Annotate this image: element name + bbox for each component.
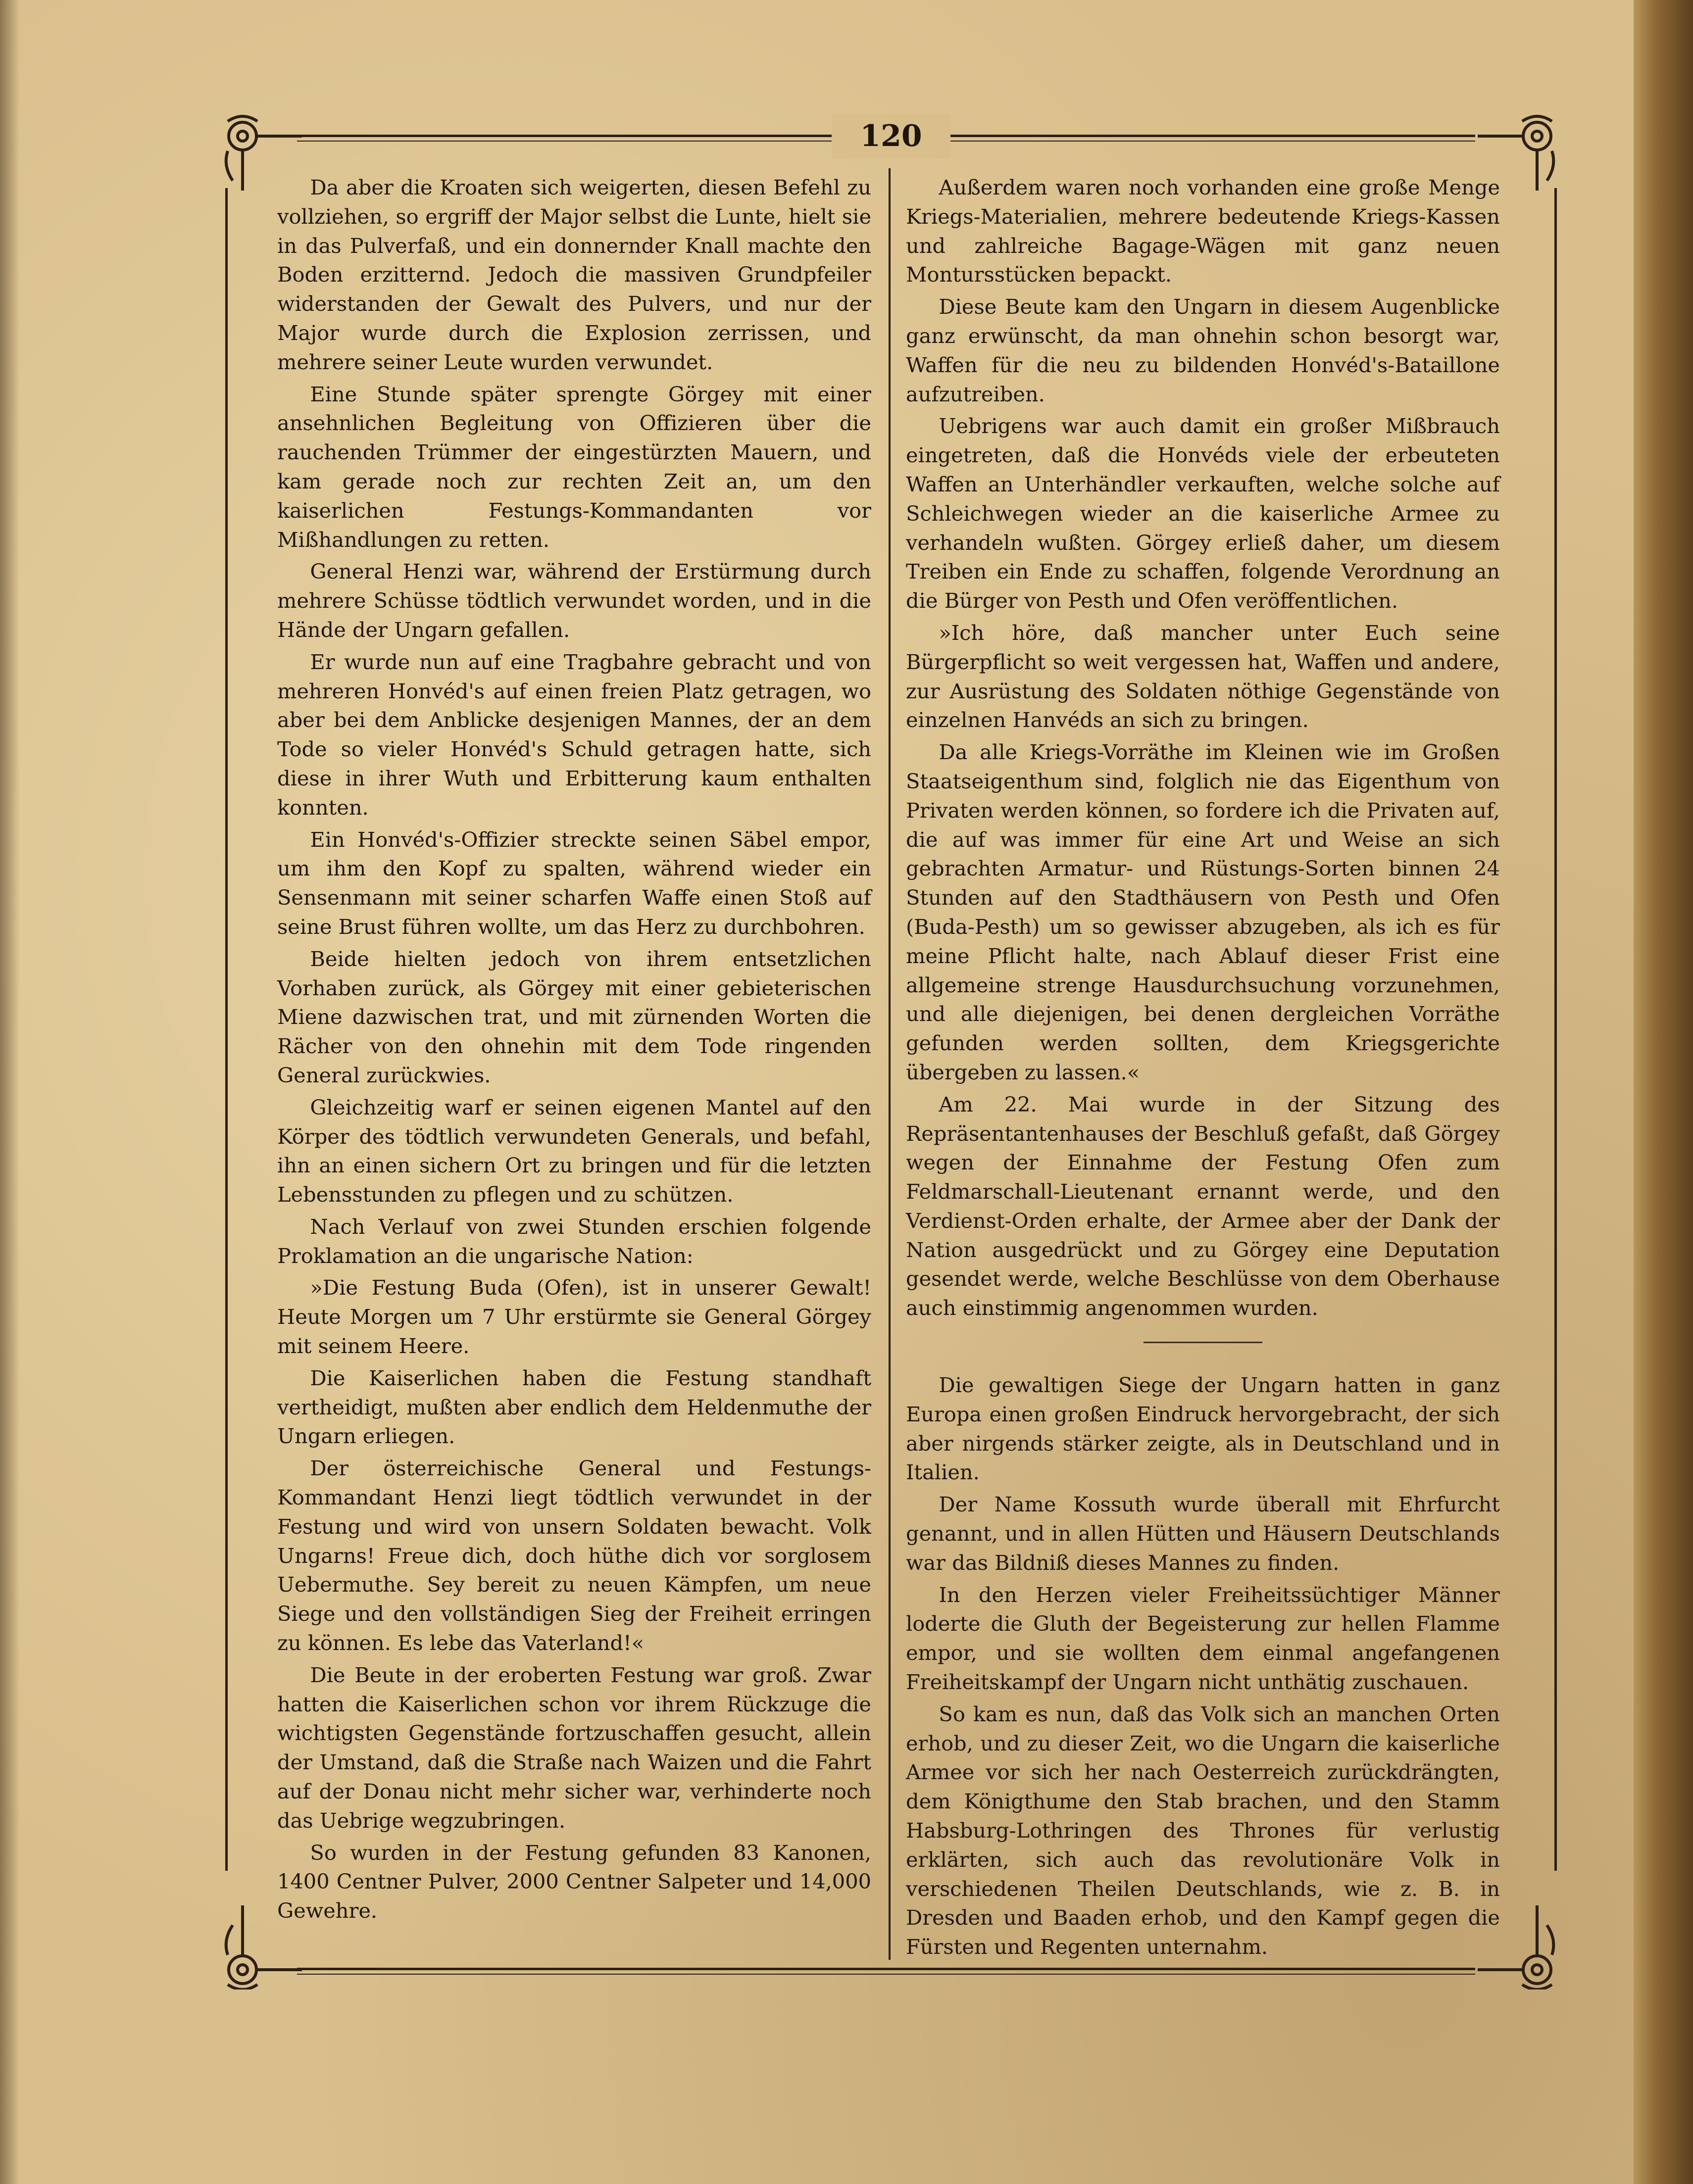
paragraph: Die gewaltigen Siege der Ungarn hatten in ganz Europa einen großen Eindruck hervorgebracht, der sich aber nirgends stärker zeigte, als in Deutschland und in Italien. bbox=[906, 1373, 1500, 1485]
top-rule bbox=[297, 135, 832, 137]
top-rule-right-thin bbox=[950, 141, 1475, 142]
paragraph: Die Beute in der eroberten Festung war groß. Zwar hatten die Kaiserlichen schon vor ihrem Rückzuge die wichtigsten Gegenstände fortzuschaffen gesucht, allein der Umstand, daß die Straße nach Waizen und die Fahrt auf der Donau nicht mehr sicher war, verhinderte noch das Uebrige wegzubringen. bbox=[277, 1662, 871, 1833]
right-column bbox=[906, 173, 1500, 1965]
paragraph: Uebrigens war auch damit ein großer Mißbrauch eingetreten, daß die Honvéds viele der erbeuteten Waffen an Unterhändler verkauften, welche solche auf Schleichwegen wieder an die kaiserliche Armee zu verhandeln wußten. Görgey erließ daher, um diesem Treiben ein Ende zu schaffen, folgende Verordnung an die Bürger von Pesth und Ofen veröffentlichen. bbox=[906, 414, 1500, 613]
paragraph: Eine Stunde später sprengte Görgey mit einer ansehnlichen Begleitung von Offizieren über die rauchenden Trümmer der eingestürzten Mauern, und kam gerade noch zur rechten Zeit an, um den kaiserlichen Festungs-Kommandanten vor Mißhandlungen zu retten. bbox=[277, 382, 871, 552]
paragraph: Der österreichische General und Festungs-Kommandant Henzi liegt tödtlich verwundet in der Festung und wird von unsern Soldaten bewacht. Volk Ungarns! Freue dich, doch hüthe dich vor sorglosem Uebermuthe. Sey bereit zu neuen Kämpfen, um neue Siege und den vollständigen Sieg der Freiheit erringen zu können. Es lebe das Vaterland!« bbox=[277, 1456, 871, 1655]
paragraph: Er wurde nun auf eine Tragbahre gebracht und von mehreren Honvéd's auf einen freien Platz getragen, wo aber bei dem Anblicke desjenigen Mannes, der an dem Tode so vieler Honvéd's Schuld getragen hatte, sich diese in ihrer Wuth und Erbitterung kaum enthalten konnten. bbox=[277, 649, 871, 820]
paragraph: Die Kaiserlichen haben die Festung standhaft vertheidigt, mußten aber endlich dem Heldenmuthe der Ungarn erliegen. bbox=[277, 1365, 871, 1449]
right-border bbox=[1554, 188, 1557, 1871]
section-divider bbox=[1144, 1342, 1262, 1343]
paragraph: Da alle Kriegs-Vorräthe im Kleinen wie im Großen Staatseigenthum sind, folglich nie das Eigenthum von Privaten werden können, so fordere ich die Privaten auf, die auf was immer für eine Art und Weise an sich gebrachten Armatur- und Rüstungs-Sorten binnen 24 Stunden auf den Stadthäusern von Pesth und Ofen (Buda-Pesth) um so gewisser abzugeben, als ich es für meine Pflicht halte, nach Ablauf dieser Frist eine allgemeine strenge Hausdurchsuchung vorzunehmen, und alle diejenigen, bei denen dergleichen Vorräthe gefunden werden sollten, dem Kriegsgerichte übergeben zu lassen.« bbox=[906, 740, 1500, 1084]
bottom-rule bbox=[297, 1968, 1475, 1970]
paragraph: Diese Beute kam den Ungarn in diesem Augenblicke ganz erwünscht, da man ohnehin schon besorgt war, Waffen für die neu zu bildenden Honvéd's-Bataillone aufzutreiben. bbox=[906, 294, 1500, 406]
paragraph: General Henzi war, während der Erstürmung durch mehrere Schüsse tödtlich verwundet worden, und in die Hände der Ungarn gefallen. bbox=[277, 559, 871, 642]
paragraph: Am 22. Mai wurde in der Sitzung des Repräsentantenhauses der Beschluß gefaßt, daß Görgey wegen der Einnahme der Festung Ofen zum Feldmarschall-Lieutenant ernannt werde, und den Verdienst-Orden erhalte, der Armee aber der Dank der Nation ausgedrückt und zu Görgey eine Deputation gesendet werde, welche Beschlüsse von dem Oberhause auch einstimmig angenommen wurden. bbox=[906, 1092, 1500, 1320]
paragraph: In den Herzen vieler Freiheitssüchtiger Männer loderte die Gluth der Begeisterung zur hellen Flamme empor, und sie wollten dem einmal angefangenen Freiheitskampf der Ungarn nicht unthätig zuschauen. bbox=[906, 1582, 1500, 1695]
paragraph: »Ich höre, daß mancher unter Euch seine Bürgerpflicht so weit vergessen hat, Waffen und andere, zur Ausrüstung des Soldaten nöthige Gegenstände von einzelnen Hanvéds an sich zu bringen. bbox=[906, 620, 1500, 732]
paragraph: »Die Festung Buda (Ofen), ist in unserer Gewalt! Heute Morgen um 7 Uhr erstürmte sie General Görgey mit seinem Heere. bbox=[277, 1275, 871, 1359]
top-rule-right bbox=[950, 135, 1475, 137]
paragraph: Gleichzeitig warf er seinen eigenen Mantel auf den Körper des tödtlich verwundeten Generals, und befahl, ihn an einen sichern Ort zu bringen und für die letzten Lebensstunden zu pflegen und zu schützen. bbox=[277, 1095, 871, 1207]
left-border bbox=[225, 188, 228, 1871]
paragraph: Nach Verlauf von zwei Stunden erschien folgende Proklamation an die ungarische Nation: bbox=[277, 1214, 871, 1268]
top-rule-thin bbox=[297, 141, 832, 142]
paragraph: Außerdem waren noch vorhanden eine große Menge Kriegs-Materialien, mehrere bedeutende Kriegs-Kassen und zahlreiche Bagage-Wägen mit ganz neuen Montursstücken bepackt. bbox=[906, 175, 1500, 287]
paragraph: Ein Honvéd's-Offizier streckte seinen Säbel empor, um ihm den Kopf zu spalten, während wieder ein Sensenmann mit seiner scharfen Waffe einen Stoß auf seine Brust führen wollte, um das Herz zu durchbohren. bbox=[277, 827, 871, 939]
bottom-rule-thin bbox=[297, 1974, 1475, 1975]
paragraph: Da aber die Kroaten sich weigerten, diesen Befehl zu vollziehen, so ergriff der Major selbst die Lunte, hielt sie in das Pulverfaß, und ein donnernder Knall machte den Boden erzitternd. Jedoch die massiven Grundpfeiler widerstanden der Gewalt des Pulvers, und nur der Major wurde durch die Explosion zerrissen, und mehrere seiner Leute wurden verwundet. bbox=[277, 175, 871, 374]
paragraph: So kam es nun, daß das Volk sich an manchen Orten erhob, und zu dieser Zeit, wo die Ungarn die kaiserliche Armee vor sich her nach Oesterreich zurückdrängten, dem Königthume den Stab brachen, und den Stamm Habsburg-Lothringen des Thrones für verlustig erklärten, sich auch das revolutionäre Volk in verschiedenen Theilen Deutschlands, wie z. B. in Dresden und Baaden erhob, und den Kampf gegen die Fürsten und Regenten unternahm. bbox=[906, 1701, 1500, 1959]
column-divider bbox=[889, 168, 891, 1960]
left-column bbox=[277, 173, 871, 1929]
paragraph: So wurden in der Festung gefunden 83 Kanonen, 1400 Centner Pulver, 2000 Centner Salpeter und 14,000 Gewehre. bbox=[277, 1840, 871, 1923]
page-edge-shadow bbox=[0, 0, 20, 2184]
book-spine bbox=[1634, 0, 1693, 2184]
paragraph: Beide hielten jedoch von ihrem entsetzlichen Vorhaben zurück, als Görgey mit einer gebieterischen Miene dazwischen trat, und mit zürnenden Worten die Rächer von den ohnehin mit dem Tode ringenden General zurückwies. bbox=[277, 946, 871, 1087]
page-number: 120 bbox=[832, 114, 950, 158]
paragraph: Der Name Kossuth wurde überall mit Ehrfurcht genannt, und in allen Hütten und Häusern Deutschlands war das Bildniß dieses Mannes zu finden. bbox=[906, 1492, 1500, 1575]
